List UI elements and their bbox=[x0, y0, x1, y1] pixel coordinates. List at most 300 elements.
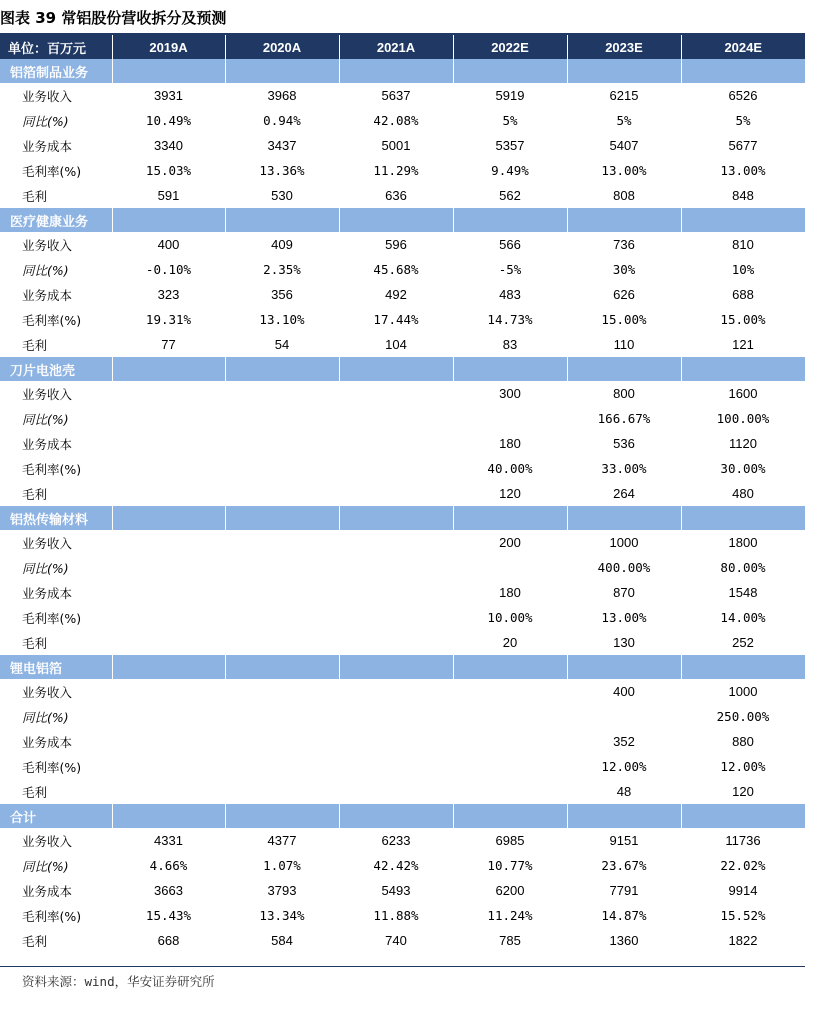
table-row bbox=[0, 406, 805, 431]
value-cell: 400 bbox=[613, 684, 635, 699]
value-cell: 17.44% bbox=[373, 312, 419, 327]
value-cell: 5001 bbox=[381, 138, 411, 153]
value-cell: 1.07% bbox=[263, 858, 301, 873]
value-cell: 480 bbox=[732, 486, 754, 501]
value-cell: 3931 bbox=[154, 88, 183, 103]
value-cell bbox=[225, 456, 339, 481]
value-cell bbox=[225, 630, 339, 655]
value-cell bbox=[112, 555, 225, 580]
value-cell: 166.67% bbox=[597, 411, 651, 426]
row-label: 毛利率(%) bbox=[22, 759, 82, 775]
row-label: 业务收入 bbox=[22, 88, 73, 104]
table-row bbox=[0, 878, 805, 903]
value-cell: 6526 bbox=[728, 88, 758, 103]
value-cell bbox=[339, 406, 453, 431]
value-cell bbox=[339, 679, 453, 704]
value-cell: 22.02% bbox=[720, 858, 766, 873]
section-filler-cell bbox=[339, 357, 453, 381]
value-cell: 23.67% bbox=[601, 858, 647, 873]
value-cell: 200 bbox=[499, 535, 521, 550]
value-cell: 400 bbox=[157, 237, 180, 252]
revenue-breakdown-table bbox=[0, 35, 805, 953]
value-cell: 736 bbox=[613, 237, 635, 252]
row-label: 毛利率(%) bbox=[22, 461, 82, 477]
value-cell bbox=[112, 580, 225, 605]
value-cell: 264 bbox=[613, 486, 635, 501]
value-cell: 409 bbox=[271, 237, 293, 252]
table-row bbox=[0, 853, 805, 878]
section-filler-cell bbox=[112, 655, 225, 679]
row-label: 业务成本 bbox=[22, 883, 73, 899]
value-cell bbox=[112, 456, 225, 481]
header-year-cell: 2021A bbox=[339, 35, 453, 59]
value-cell bbox=[112, 729, 225, 754]
value-cell bbox=[225, 555, 339, 580]
value-cell: 10.00% bbox=[487, 610, 533, 625]
section-filler-cell bbox=[567, 208, 681, 232]
section-title: 医疗健康业务 bbox=[0, 208, 112, 232]
value-cell bbox=[339, 580, 453, 605]
section-title: 刀片电池壳 bbox=[0, 357, 112, 381]
table-row bbox=[0, 133, 805, 158]
section-title: 锂电铝箔 bbox=[0, 655, 112, 679]
value-cell: 626 bbox=[613, 287, 635, 302]
row-label: 业务收入 bbox=[22, 237, 73, 253]
value-cell: 30% bbox=[612, 262, 636, 277]
value-cell: 180 bbox=[499, 585, 521, 600]
table-row bbox=[0, 282, 805, 307]
value-cell bbox=[453, 679, 567, 704]
value-cell: 15.03% bbox=[145, 163, 192, 178]
row-label: 毛利 bbox=[22, 635, 48, 651]
table-row bbox=[0, 83, 805, 108]
value-cell bbox=[339, 630, 453, 655]
value-cell: 54 bbox=[274, 337, 290, 352]
value-cell: 492 bbox=[385, 287, 407, 302]
row-label: 同比(%) bbox=[22, 709, 69, 725]
section-filler-cell bbox=[112, 208, 225, 232]
row-label: 业务成本 bbox=[22, 287, 73, 303]
section-header-row bbox=[0, 59, 805, 83]
row-label: 同比(%) bbox=[22, 560, 69, 576]
value-cell: 596 bbox=[385, 237, 407, 252]
value-cell: 3793 bbox=[267, 883, 297, 898]
value-cell: 10.77% bbox=[487, 858, 533, 873]
table-row bbox=[0, 679, 805, 704]
section-filler-cell bbox=[567, 655, 681, 679]
value-cell bbox=[112, 704, 225, 729]
value-cell bbox=[453, 406, 567, 431]
value-cell: 356 bbox=[271, 287, 293, 302]
row-label: 毛利 bbox=[22, 933, 48, 949]
row-label: 业务收入 bbox=[22, 833, 73, 849]
value-cell bbox=[339, 530, 453, 555]
value-cell: 110 bbox=[613, 337, 635, 352]
value-cell: 584 bbox=[271, 933, 293, 948]
value-cell: 1120 bbox=[729, 436, 757, 451]
section-filler-cell bbox=[453, 357, 567, 381]
row-label: 同比(%) bbox=[22, 262, 69, 278]
section-title: 合计 bbox=[0, 804, 112, 828]
source-note: 资料来源：wind，华安证券研究所 bbox=[22, 974, 215, 989]
value-cell: 5% bbox=[616, 113, 632, 128]
value-cell bbox=[112, 754, 225, 779]
row-label: 业务成本 bbox=[22, 138, 73, 154]
section-title: 铝热传输材料 bbox=[0, 506, 112, 530]
value-cell bbox=[567, 704, 681, 729]
value-cell bbox=[112, 381, 225, 406]
value-cell: -5% bbox=[498, 262, 522, 277]
value-cell: 10% bbox=[731, 262, 755, 277]
value-cell: 740 bbox=[385, 933, 407, 948]
value-cell: 83 bbox=[502, 337, 518, 352]
section-filler-cell bbox=[225, 208, 339, 232]
row-label: 毛利率(%) bbox=[22, 908, 82, 924]
table-row bbox=[0, 928, 805, 953]
section-filler-cell bbox=[681, 506, 805, 530]
table-row bbox=[0, 605, 805, 630]
value-cell bbox=[225, 580, 339, 605]
value-cell: 636 bbox=[385, 188, 407, 203]
section-filler-cell bbox=[567, 804, 681, 828]
value-cell: 180 bbox=[499, 436, 521, 451]
value-cell bbox=[225, 679, 339, 704]
row-label: 业务成本 bbox=[22, 436, 73, 452]
value-cell: 1000 bbox=[728, 684, 758, 699]
section-filler-cell bbox=[453, 655, 567, 679]
value-cell bbox=[112, 431, 225, 456]
value-cell: 20 bbox=[502, 635, 518, 650]
value-cell: 121 bbox=[732, 337, 754, 352]
value-cell: 13.00% bbox=[720, 163, 766, 178]
value-cell: 6985 bbox=[495, 833, 525, 848]
section-filler-cell bbox=[112, 506, 225, 530]
section-filler-cell bbox=[681, 804, 805, 828]
table-row bbox=[0, 530, 805, 555]
section-header-row bbox=[0, 506, 805, 530]
value-cell: 688 bbox=[732, 287, 754, 302]
value-cell bbox=[453, 779, 567, 804]
value-cell: 13.34% bbox=[259, 908, 305, 923]
header-year-cell: 2019A bbox=[112, 35, 225, 59]
value-cell: 11736 bbox=[725, 833, 761, 848]
value-cell bbox=[453, 729, 567, 754]
value-cell: 5919 bbox=[495, 88, 525, 103]
row-label: 业务收入 bbox=[22, 386, 73, 402]
section-filler-cell bbox=[225, 357, 339, 381]
value-cell: 12.00% bbox=[601, 759, 647, 774]
table-row bbox=[0, 158, 805, 183]
section-header-row bbox=[0, 655, 805, 679]
table-row bbox=[0, 108, 805, 133]
row-label: 业务收入 bbox=[22, 535, 73, 551]
table-row bbox=[0, 183, 805, 208]
value-cell bbox=[339, 431, 453, 456]
value-cell: 33.00% bbox=[601, 461, 647, 476]
value-cell: 400.00% bbox=[597, 560, 651, 575]
value-cell: 2.35% bbox=[263, 262, 301, 277]
section-filler-cell bbox=[453, 506, 567, 530]
value-cell: 13.00% bbox=[601, 163, 647, 178]
value-cell: 808 bbox=[613, 188, 635, 203]
value-cell bbox=[339, 555, 453, 580]
value-cell: 15.00% bbox=[601, 312, 647, 327]
value-cell: 5% bbox=[735, 113, 751, 128]
table-row bbox=[0, 431, 805, 456]
table-row bbox=[0, 704, 805, 729]
section-filler-cell bbox=[681, 357, 805, 381]
header-year-cell: 2024E bbox=[681, 35, 805, 59]
value-cell: 5677 bbox=[728, 138, 758, 153]
value-cell bbox=[339, 605, 453, 630]
value-cell bbox=[225, 481, 339, 506]
value-cell bbox=[225, 605, 339, 630]
value-cell: 668 bbox=[157, 933, 180, 948]
value-cell: 12.00% bbox=[720, 759, 766, 774]
section-header-row bbox=[0, 357, 805, 381]
row-label: 同比(%) bbox=[22, 858, 69, 874]
value-cell bbox=[339, 754, 453, 779]
value-cell bbox=[225, 729, 339, 754]
section-filler-cell bbox=[225, 655, 339, 679]
value-cell: 1548 bbox=[728, 585, 758, 600]
value-cell: 1822 bbox=[728, 933, 758, 948]
value-cell: 1600 bbox=[728, 386, 758, 401]
value-cell: 1360 bbox=[609, 933, 639, 948]
value-cell: 4.66% bbox=[149, 858, 188, 873]
value-cell: 323 bbox=[157, 287, 180, 302]
value-cell: 15.52% bbox=[720, 908, 766, 923]
value-cell: 80.00% bbox=[720, 560, 766, 575]
value-cell: 300 bbox=[499, 386, 521, 401]
value-cell: 9914 bbox=[728, 883, 758, 898]
section-title: 铝箔制品业务 bbox=[0, 59, 112, 83]
value-cell: 566 bbox=[499, 237, 521, 252]
row-label: 毛利 bbox=[22, 784, 48, 800]
value-cell: 45.68% bbox=[373, 262, 419, 277]
row-label: 业务收入 bbox=[22, 684, 73, 700]
value-cell bbox=[225, 381, 339, 406]
value-cell: 100.00% bbox=[716, 411, 770, 426]
value-cell: 14.73% bbox=[487, 312, 533, 327]
value-cell: 19.31% bbox=[145, 312, 192, 327]
value-cell bbox=[225, 406, 339, 431]
value-cell bbox=[225, 704, 339, 729]
value-cell: 5637 bbox=[381, 88, 411, 103]
header-year-cell: 2022E bbox=[453, 35, 567, 59]
section-header-row bbox=[0, 804, 805, 828]
value-cell: 3437 bbox=[267, 138, 297, 153]
value-cell bbox=[112, 630, 225, 655]
row-label: 同比(%) bbox=[22, 411, 69, 427]
value-cell: 13.00% bbox=[601, 610, 647, 625]
section-filler-cell bbox=[225, 59, 339, 83]
table-row bbox=[0, 307, 805, 332]
value-cell bbox=[339, 481, 453, 506]
value-cell: 352 bbox=[613, 734, 635, 749]
section-filler-cell bbox=[567, 59, 681, 83]
value-cell: 15.43% bbox=[145, 908, 192, 923]
value-cell bbox=[339, 704, 453, 729]
table-row bbox=[0, 729, 805, 754]
section-filler-cell bbox=[112, 59, 225, 83]
row-label: 毛利率(%) bbox=[22, 610, 82, 626]
value-cell: 10.49% bbox=[145, 113, 192, 128]
value-cell bbox=[112, 530, 225, 555]
table-row bbox=[0, 828, 805, 853]
value-cell: 30.00% bbox=[720, 461, 766, 476]
table-row bbox=[0, 232, 805, 257]
value-cell: 14.87% bbox=[601, 908, 647, 923]
row-label: 毛利 bbox=[22, 486, 48, 502]
section-header-row bbox=[0, 208, 805, 232]
value-cell: 42.42% bbox=[373, 858, 419, 873]
value-cell: 3663 bbox=[154, 883, 183, 898]
value-cell: 870 bbox=[613, 585, 635, 600]
section-filler-cell bbox=[225, 804, 339, 828]
table-row bbox=[0, 257, 805, 282]
value-cell: 13.36% bbox=[259, 163, 305, 178]
value-cell bbox=[339, 381, 453, 406]
row-label: 毛利 bbox=[22, 337, 48, 353]
value-cell: 40.00% bbox=[487, 461, 533, 476]
section-filler-cell bbox=[339, 506, 453, 530]
section-filler-cell bbox=[681, 59, 805, 83]
section-filler-cell bbox=[567, 506, 681, 530]
value-cell bbox=[112, 406, 225, 431]
value-cell: 3340 bbox=[154, 138, 183, 153]
table-row bbox=[0, 456, 805, 481]
value-cell: 4331 bbox=[154, 833, 183, 848]
row-label: 毛利 bbox=[22, 188, 48, 204]
section-filler-cell bbox=[453, 59, 567, 83]
section-filler-cell bbox=[681, 655, 805, 679]
bottom-rule bbox=[0, 966, 805, 967]
table-row bbox=[0, 903, 805, 928]
section-filler-cell bbox=[112, 357, 225, 381]
value-cell: 7791 bbox=[609, 883, 639, 898]
value-cell: 120 bbox=[732, 784, 754, 799]
value-cell: 1000 bbox=[609, 535, 639, 550]
table-row bbox=[0, 779, 805, 804]
value-cell: 13.10% bbox=[259, 312, 305, 327]
value-cell: 3968 bbox=[267, 88, 297, 103]
header-year-cell: 2023E bbox=[567, 35, 681, 59]
value-cell bbox=[225, 431, 339, 456]
value-cell: 800 bbox=[613, 386, 635, 401]
value-cell bbox=[112, 605, 225, 630]
value-cell: 4377 bbox=[267, 833, 297, 848]
value-cell: 6200 bbox=[495, 883, 525, 898]
row-label: 毛利率(%) bbox=[22, 312, 82, 328]
value-cell: 48 bbox=[616, 784, 632, 799]
value-cell: 11.29% bbox=[373, 163, 419, 178]
value-cell: 120 bbox=[499, 486, 521, 501]
table-row bbox=[0, 381, 805, 406]
figure-title: 图表 39 常铝股份营收拆分及预测 bbox=[0, 9, 227, 27]
value-cell: 810 bbox=[732, 237, 754, 252]
value-cell bbox=[339, 729, 453, 754]
value-cell bbox=[112, 679, 225, 704]
row-label: 业务成本 bbox=[22, 585, 73, 601]
value-cell: 9.49% bbox=[491, 163, 529, 178]
row-label: 业务成本 bbox=[22, 734, 73, 750]
value-cell: 104 bbox=[385, 337, 407, 352]
value-cell: 785 bbox=[499, 933, 521, 948]
value-cell bbox=[112, 779, 225, 804]
value-cell: 250.00% bbox=[716, 709, 770, 724]
table-row bbox=[0, 630, 805, 655]
value-cell: 14.00% bbox=[720, 610, 766, 625]
value-cell: -0.10% bbox=[145, 262, 192, 277]
value-cell: 15.00% bbox=[720, 312, 766, 327]
value-cell: 880 bbox=[732, 734, 754, 749]
section-filler-cell bbox=[112, 804, 225, 828]
value-cell: 1800 bbox=[728, 535, 758, 550]
section-filler-cell bbox=[681, 208, 805, 232]
section-filler-cell bbox=[339, 59, 453, 83]
value-cell: 536 bbox=[613, 436, 635, 451]
row-label: 同比(%) bbox=[22, 113, 69, 129]
value-cell: 5493 bbox=[381, 883, 411, 898]
value-cell: 5407 bbox=[609, 138, 639, 153]
value-cell: 77 bbox=[161, 337, 176, 352]
value-cell bbox=[339, 779, 453, 804]
value-cell: 252 bbox=[732, 635, 754, 650]
value-cell: 483 bbox=[499, 287, 521, 302]
section-filler-cell bbox=[339, 208, 453, 232]
table-row bbox=[0, 481, 805, 506]
value-cell: 130 bbox=[613, 635, 635, 650]
table-header-row bbox=[0, 35, 805, 59]
header-unit-cell: 单位：百万元 bbox=[0, 35, 112, 59]
value-cell bbox=[453, 704, 567, 729]
value-cell: 6215 bbox=[609, 88, 639, 103]
value-cell bbox=[225, 530, 339, 555]
value-cell bbox=[225, 754, 339, 779]
value-cell: 6233 bbox=[381, 833, 411, 848]
section-filler-cell bbox=[453, 804, 567, 828]
value-cell: 5% bbox=[502, 113, 518, 128]
value-cell bbox=[225, 779, 339, 804]
value-cell: 11.88% bbox=[373, 908, 419, 923]
section-filler-cell bbox=[339, 655, 453, 679]
value-cell: 9151 bbox=[609, 833, 639, 848]
value-cell bbox=[453, 555, 567, 580]
value-cell bbox=[112, 481, 225, 506]
value-cell: 848 bbox=[732, 188, 754, 203]
section-filler-cell bbox=[567, 357, 681, 381]
value-cell: 0.94% bbox=[263, 113, 301, 128]
table-row bbox=[0, 555, 805, 580]
header-year-cell: 2020A bbox=[225, 35, 339, 59]
section-filler-cell bbox=[453, 208, 567, 232]
row-label: 毛利率(%) bbox=[22, 163, 82, 179]
value-cell: 530 bbox=[271, 188, 293, 203]
value-cell: 42.08% bbox=[373, 113, 419, 128]
value-cell: 591 bbox=[157, 188, 180, 203]
value-cell: 11.24% bbox=[487, 908, 533, 923]
section-filler-cell bbox=[339, 804, 453, 828]
section-filler-cell bbox=[225, 506, 339, 530]
table-row bbox=[0, 754, 805, 779]
value-cell: 5357 bbox=[495, 138, 525, 153]
value-cell bbox=[339, 456, 453, 481]
table-row bbox=[0, 580, 805, 605]
table-row bbox=[0, 332, 805, 357]
value-cell: 562 bbox=[499, 188, 521, 203]
value-cell bbox=[453, 754, 567, 779]
